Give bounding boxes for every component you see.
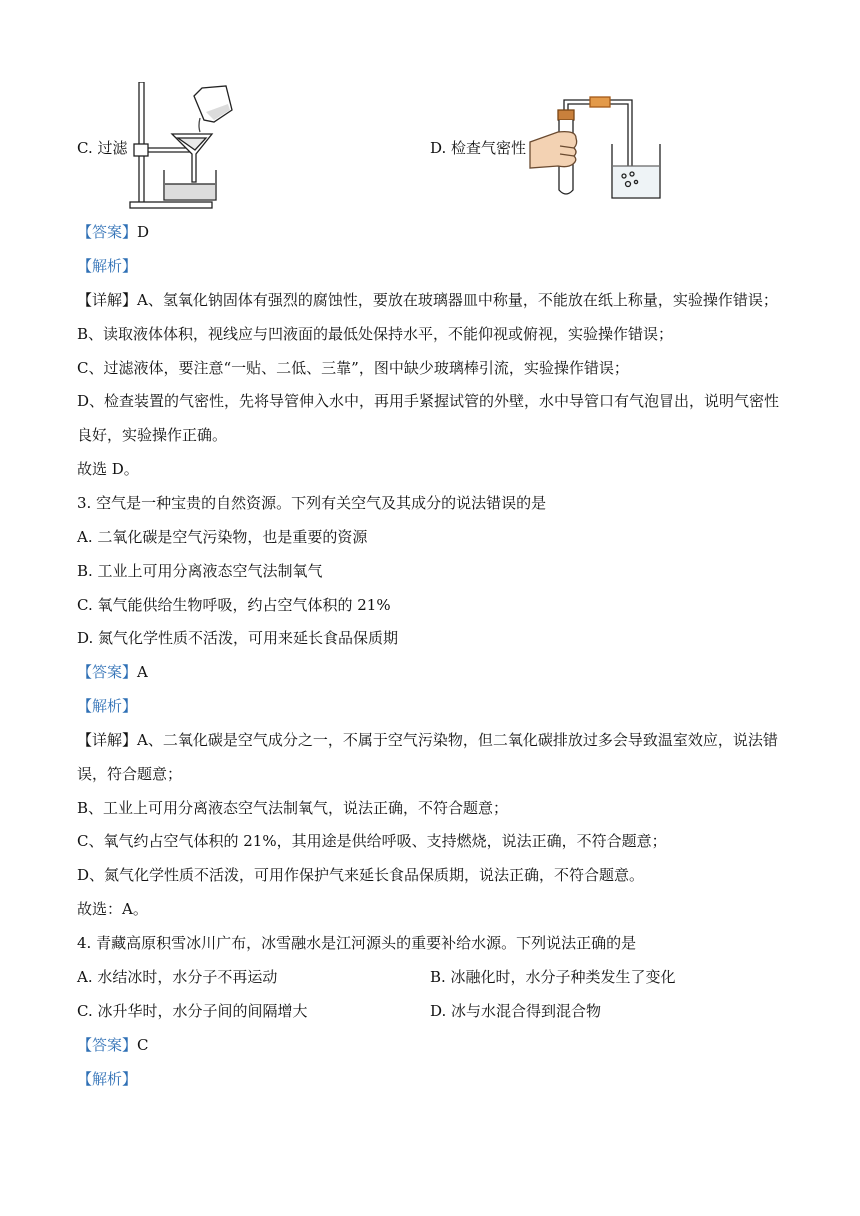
filtration-apparatus-figure [128,82,238,212]
option-d-label: D. 检查气密性 [430,139,527,157]
q3-option-a: A. 二氧化碳是空气污染物，也是重要的资源 [77,528,368,546]
q3-option-c: C. 氧气能供给生物呼吸，约占空气体积的 21% [77,596,391,614]
q3-conclusion: 故选：A。 [77,900,148,918]
q3-analysis-tag: 【解析】 [77,697,138,715]
q3-stem: 3. 空气是一种宝贵的自然资源。下列有关空气及其成分的说法错误的是 [77,494,547,512]
q4-analysis-tag: 【解析】 [77,1070,138,1088]
q2-conclusion: 故选 D。 [77,460,139,478]
q2-detail-line-4: D、检查装置的气密性，先将导管伸入水中，再用手紧握试管的外壁，水中导管口有气泡冒出，说明气密性 [77,392,780,410]
option-c-label: C. 过滤 [77,139,128,157]
q2-detail-text: A、氢氧化钠固体有强烈的腐蚀性，要放在玻璃器皿中称量，不能放在纸上称量，实验操作错误； [137,291,778,309]
q4-option-d: D. 冰与水混合得到混合物 [430,1002,602,1020]
detail-tag: 【详解】 [77,291,138,309]
q3-option-b: B. 工业上可用分离液态空气法制氧气 [77,562,323,580]
q3-detail-line-5: D、氮气化学性质不活泼，可用作保护气来延长食品保质期，说法正确，不符合题意。 [77,866,645,884]
q3-option-d: D. 氮气化学性质不活泼，可用来延长食品保质期 [77,629,399,647]
q2-detail-line-2: B、读取液体体积，视线应与凹液面的最低处保持水平，不能仰视或俯视，实验操作错误； [77,325,674,343]
q3-detail-text: A、二氧化碳是空气成分之一，不属于空气污染物，但二氧化碳排放过多会导致温室效应，说法错 [137,731,778,749]
airtightness-check-figure [528,94,673,204]
q4-option-a: A. 水结冰时，水分子不再运动 [77,968,278,986]
q4-option-c: C. 冰升华时，水分子间的间隔增大 [77,1002,308,1020]
q4-answer: C [137,1036,149,1054]
answer-tag: 【答案】 [77,1036,138,1054]
q3-detail-line-1 [77,730,778,750]
q2-answer-line [77,222,149,242]
q4-stem: 4. 青藏高原积雪冰川广布，冰雪融水是江河源头的重要补给水源。下列说法正确的是 [77,934,637,952]
q2-analysis-tag: 【解析】 [77,257,138,275]
q3-detail-line-3: B、工业上可用分离液态空气法制氧气，说法正确，不符合题意； [77,799,509,817]
q3-answer: A [137,663,148,681]
q2-detail-line-3: C、过滤液体，要注意“一贴、二低、三靠”，图中缺少玻璃棒引流，实验操作错误； [77,359,629,377]
q2-detail-line-5: 良好，实验操作正确。 [77,426,228,444]
answer-tag: 【答案】 [77,663,138,681]
detail-tag: 【详解】 [77,731,138,749]
q4-answer-line [77,1035,149,1055]
q3-detail-line-2: 误，符合题意； [77,765,183,783]
figure-row [0,72,860,222]
q4-option-b: B. 冰融化时，水分子种类发生了变化 [430,968,676,986]
q3-answer-line [77,662,148,682]
q2-answer: D [137,223,150,241]
q3-detail-line-4: C、氧气约占空气体积的 21%，其用途是供给呼吸、支持燃烧，说法正确，不符合题意； [77,832,667,850]
answer-tag: 【答案】 [77,223,138,241]
q2-detail-line-1 [77,290,778,310]
